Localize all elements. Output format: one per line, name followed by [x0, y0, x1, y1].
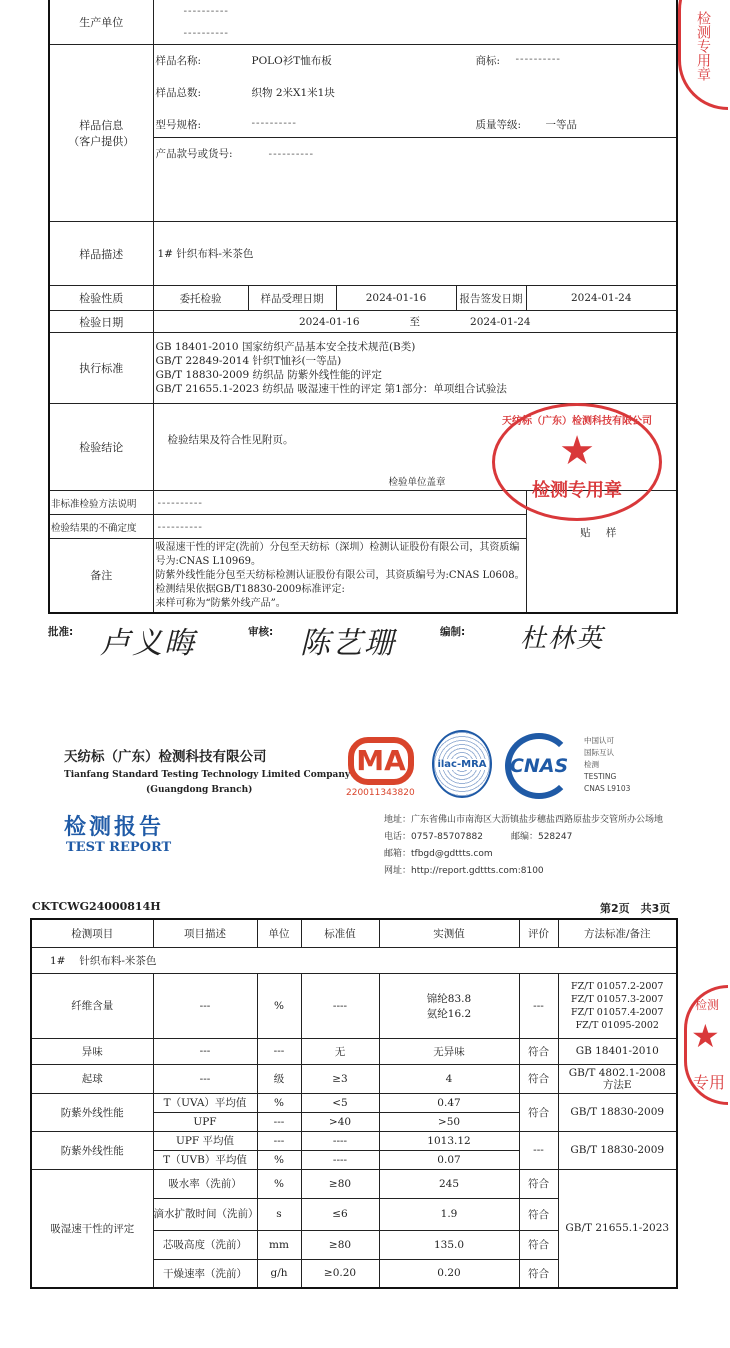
nonstd-value: ----------	[153, 491, 526, 515]
method-line: 方法E	[602, 1078, 632, 1091]
table-row	[31, 1038, 677, 1064]
issued-date: 2024-01-24	[526, 286, 677, 311]
std: 无	[301, 1038, 379, 1064]
value: 无异味	[379, 1038, 519, 1064]
std: ≥0.20	[301, 1259, 379, 1288]
eval: 符合	[519, 1169, 558, 1198]
grade-label: 质量等级:	[475, 119, 522, 131]
std: ----	[301, 1131, 379, 1150]
desc-label: 样品描述	[49, 222, 153, 286]
unit: %	[257, 1093, 301, 1112]
results-table	[30, 918, 678, 1289]
review-label: 审核:	[248, 626, 274, 638]
unit: ---	[257, 1038, 301, 1064]
uncert-value: ----------	[153, 515, 526, 539]
item: 异味	[31, 1038, 153, 1064]
approve-label: 批准:	[48, 626, 74, 638]
producer-value: ----------	[183, 5, 229, 17]
desc: 滴水扩散时间（洗前）	[153, 1198, 257, 1230]
unit: s	[257, 1198, 301, 1230]
value: 0.07	[379, 1150, 519, 1169]
eval: ---	[519, 1131, 558, 1169]
value: 4	[379, 1064, 519, 1093]
cma-text: MA	[356, 744, 406, 777]
producer-label: 生产单位	[49, 0, 153, 45]
sample-name-label: 样品名称:	[155, 55, 202, 67]
postcode: 邮编：528247	[510, 832, 573, 842]
std: >40	[301, 1112, 379, 1131]
std: <5	[301, 1093, 379, 1112]
method-line: FZ/T 01095-2002	[575, 1019, 659, 1031]
sample-desc: 1# 针织布料-米茶色	[153, 222, 677, 286]
method-line: GB/T 4802.1-2008	[568, 1066, 666, 1079]
unit: %	[257, 1169, 301, 1198]
unit: %	[257, 1150, 301, 1169]
brand: ----------	[515, 53, 561, 65]
value: 0.20	[379, 1259, 519, 1288]
standard-item: GB 18401-2010 国家纺织产品基本安全技术规范(B类)	[155, 341, 416, 353]
item-no-label: 产品款号或货号:	[155, 148, 233, 160]
cnas-logo	[505, 733, 573, 799]
eval: 符合	[519, 1198, 558, 1230]
value: 1013.12	[379, 1131, 519, 1150]
table-row	[31, 973, 677, 1038]
stamp-subtitle: 检测专用章	[532, 480, 622, 501]
producer-value: ----------	[183, 27, 229, 39]
sample-name: POLO衫T恤布板	[251, 55, 332, 67]
report-title-cn: 检测报告	[64, 814, 165, 840]
company-seal-stamp	[492, 403, 662, 521]
table-row	[31, 1131, 677, 1150]
value: >50	[379, 1112, 519, 1131]
nature: 委托检验	[153, 286, 248, 311]
standard-item: GB/T 22849-2014 针织T恤衫(一等品)	[155, 355, 342, 367]
value: 245	[379, 1169, 519, 1198]
approver-signature: 卢义晦	[100, 626, 196, 661]
method: GB 18401-2010	[558, 1038, 677, 1064]
page-info: 第2页 共3页	[600, 902, 671, 915]
report-title-en: TEST REPORT	[66, 840, 172, 855]
cma-logo	[348, 737, 414, 785]
cnas-info-line: 中国认可	[584, 736, 614, 745]
std: ≥3	[301, 1064, 379, 1093]
unit: %	[257, 973, 301, 1038]
desc: UPF	[153, 1112, 257, 1131]
method: GB/T 21655.1-2023	[558, 1169, 677, 1288]
partial-stamp-side	[684, 985, 728, 1105]
date-to-word: 至	[409, 316, 421, 328]
issued-label: 报告签发日期	[456, 286, 526, 311]
table-row	[31, 1169, 677, 1198]
cnas-info-line: CNAS L9103	[584, 784, 631, 793]
brand-label: 商标:	[475, 55, 501, 67]
model-label: 型号规格:	[155, 119, 202, 131]
method: GB/T 18830-2009	[558, 1093, 677, 1131]
address: 地址：广东省佛山市南海区大沥镇盐步穗盐西路原盐步交管所办公场地	[384, 815, 664, 825]
company-name-en: Tianfang Standard Testing Technology Limited Company	[64, 770, 351, 780]
standard-item: GB/T 18830-2009 纺织品 防紫外线性能的评定	[155, 369, 382, 381]
compiler-signature: 杜林英	[520, 624, 605, 654]
stamp-fragment: 检测专用章	[695, 11, 711, 81]
stamp-fragment: 检测	[695, 998, 720, 1012]
email: 邮箱：tfbgd@gdttts.com	[384, 849, 493, 859]
standard-label: 执行标准	[49, 333, 153, 404]
std: ----	[301, 1150, 379, 1169]
stamp-fragment: 专用	[693, 1073, 726, 1092]
desc: T（UVA）平均值	[153, 1093, 257, 1112]
desc: ---	[153, 1038, 257, 1064]
cnas-info-line: 国际互认	[584, 748, 614, 757]
desc: 吸水率（洗前）	[153, 1169, 257, 1198]
value	[379, 973, 519, 1038]
column-header: 实测值	[379, 919, 519, 947]
method	[558, 1064, 677, 1093]
sample-total-label: 样品总数:	[155, 87, 202, 99]
eval: 符合	[519, 1093, 558, 1131]
star-icon: ★	[559, 428, 595, 474]
unit: g/h	[257, 1259, 301, 1288]
star-icon: ★	[691, 1017, 720, 1055]
column-header: 检测项目	[31, 919, 153, 947]
date-label: 检验日期	[49, 311, 153, 333]
remark-line: 吸湿速干性的评定(洗前）分包至天纺标（深圳）检测认证股份有限公司，其资质编号为:CNAS L10969。	[155, 542, 520, 567]
conclusion-label: 检验结论	[49, 404, 153, 491]
company-branch: (Guangdong Branch)	[146, 785, 253, 795]
received-date: 2024-01-16	[336, 286, 456, 311]
ilac-text: ilac-MRA	[437, 758, 487, 770]
model: ----------	[251, 117, 297, 129]
ilac-mra-logo	[432, 730, 492, 798]
seal-label: 检验单位盖章	[388, 477, 446, 488]
unit: mm	[257, 1230, 301, 1259]
remark-label: 备注	[49, 539, 153, 613]
contact-info	[384, 812, 724, 880]
partial-stamp-top	[678, 0, 728, 110]
eval: 符合	[519, 1038, 558, 1064]
std: ≥80	[301, 1169, 379, 1198]
eval: 符合	[519, 1064, 558, 1093]
desc: 芯吸高度（洗前）	[153, 1230, 257, 1259]
value: 1.9	[379, 1198, 519, 1230]
item: 吸湿速干性的评定	[31, 1169, 153, 1288]
column-header: 单位	[257, 919, 301, 947]
sample-info-label: 样品信息 （客户提供）	[49, 45, 153, 222]
eval: 符合	[519, 1230, 558, 1259]
method-line: FZ/T 01057.2-2007	[571, 980, 664, 992]
std: ≥80	[301, 1230, 379, 1259]
cnas-info-line: TESTING	[584, 772, 617, 781]
item: 防紫外线性能	[31, 1131, 153, 1169]
method: GB/T 18830-2009	[558, 1131, 677, 1169]
table-row	[31, 1093, 677, 1112]
value: 0.47	[379, 1093, 519, 1112]
std: ≤6	[301, 1198, 379, 1230]
item: 起球	[31, 1064, 153, 1093]
column-header: 方法标准/备注	[558, 919, 677, 947]
desc: ---	[153, 973, 257, 1038]
value-line: 氨纶16.2	[426, 1007, 472, 1020]
remark-line: 来样可称为“防紫外线产品”。	[155, 598, 286, 609]
report-number: CKTCWG24000814H	[32, 900, 161, 913]
method-line: FZ/T 01057.3-2007	[571, 993, 664, 1005]
column-header: 评价	[519, 919, 558, 947]
item-no: ----------	[268, 148, 315, 160]
desc: 干燥速率（洗前）	[153, 1259, 257, 1288]
website: 网址：http://report.gdttts.com:8100	[384, 866, 544, 876]
value-line: 锦纶83.8	[426, 992, 472, 1005]
item: 防紫外线性能	[31, 1093, 153, 1131]
desc: UPF 平均值	[153, 1131, 257, 1150]
paste-sample-label: 贴 样	[526, 491, 677, 613]
reviewer-signature: 陈艺珊	[300, 626, 396, 661]
report-cover-table	[48, 0, 678, 614]
cma-number: 220011343820	[346, 788, 415, 798]
eval: 符合	[519, 1259, 558, 1288]
cnas-info-line: 检测	[584, 760, 599, 769]
column-header: 标准值	[301, 919, 379, 947]
desc: ---	[153, 1064, 257, 1093]
uncert-label: 检验结果的不确定度	[49, 515, 153, 539]
unit: ---	[257, 1112, 301, 1131]
company-name-cn: 天纺标（广东）检测科技有限公司	[64, 749, 267, 765]
item: 纤维含量	[31, 973, 153, 1038]
nonstd-label: 非标准检验方法说明	[49, 491, 153, 515]
cnas-text: CNAS	[509, 755, 569, 777]
table-row	[31, 1064, 677, 1093]
nature-label: 检验性质	[49, 286, 153, 311]
remark-line: 防紫外线性能分包至天纺标检测认证股份有限公司，其资质编号为:CNAS L0608。检测结果依据GB/T18830-2009标准评定:	[155, 570, 525, 595]
unit: 级	[257, 1064, 301, 1093]
value: 135.0	[379, 1230, 519, 1259]
column-header: 项目描述	[153, 919, 257, 947]
date-from: 2024-01-16	[298, 316, 360, 328]
std: ----	[301, 973, 379, 1038]
eval: ---	[519, 973, 558, 1038]
unit: ---	[257, 1131, 301, 1150]
phone: 电话：0757-85707882	[384, 832, 483, 842]
conclusion: 检验结果及符合性见附页。	[167, 434, 294, 446]
cnas-info	[584, 735, 630, 795]
received-label: 样品受理日期	[248, 286, 336, 311]
sample-total: 织物 2米X1米1块	[251, 87, 335, 99]
desc: T（UVB）平均值	[153, 1150, 257, 1169]
sample-row: 1# 针织布料-米茶色	[31, 947, 677, 973]
method	[558, 973, 677, 1038]
stamp-text: 天纺标（广东）检测科技有限公司	[502, 416, 652, 427]
method-line: FZ/T 01057.4-2007	[571, 1006, 664, 1018]
compile-label: 编制:	[440, 626, 466, 638]
date-to: 2024-01-24	[470, 316, 531, 328]
grade: 一等品	[545, 119, 577, 131]
standard-item: GB/T 21655.1-2023 纺织品 吸湿速干性的评定 第1部分：单项组合试验法	[155, 383, 507, 395]
